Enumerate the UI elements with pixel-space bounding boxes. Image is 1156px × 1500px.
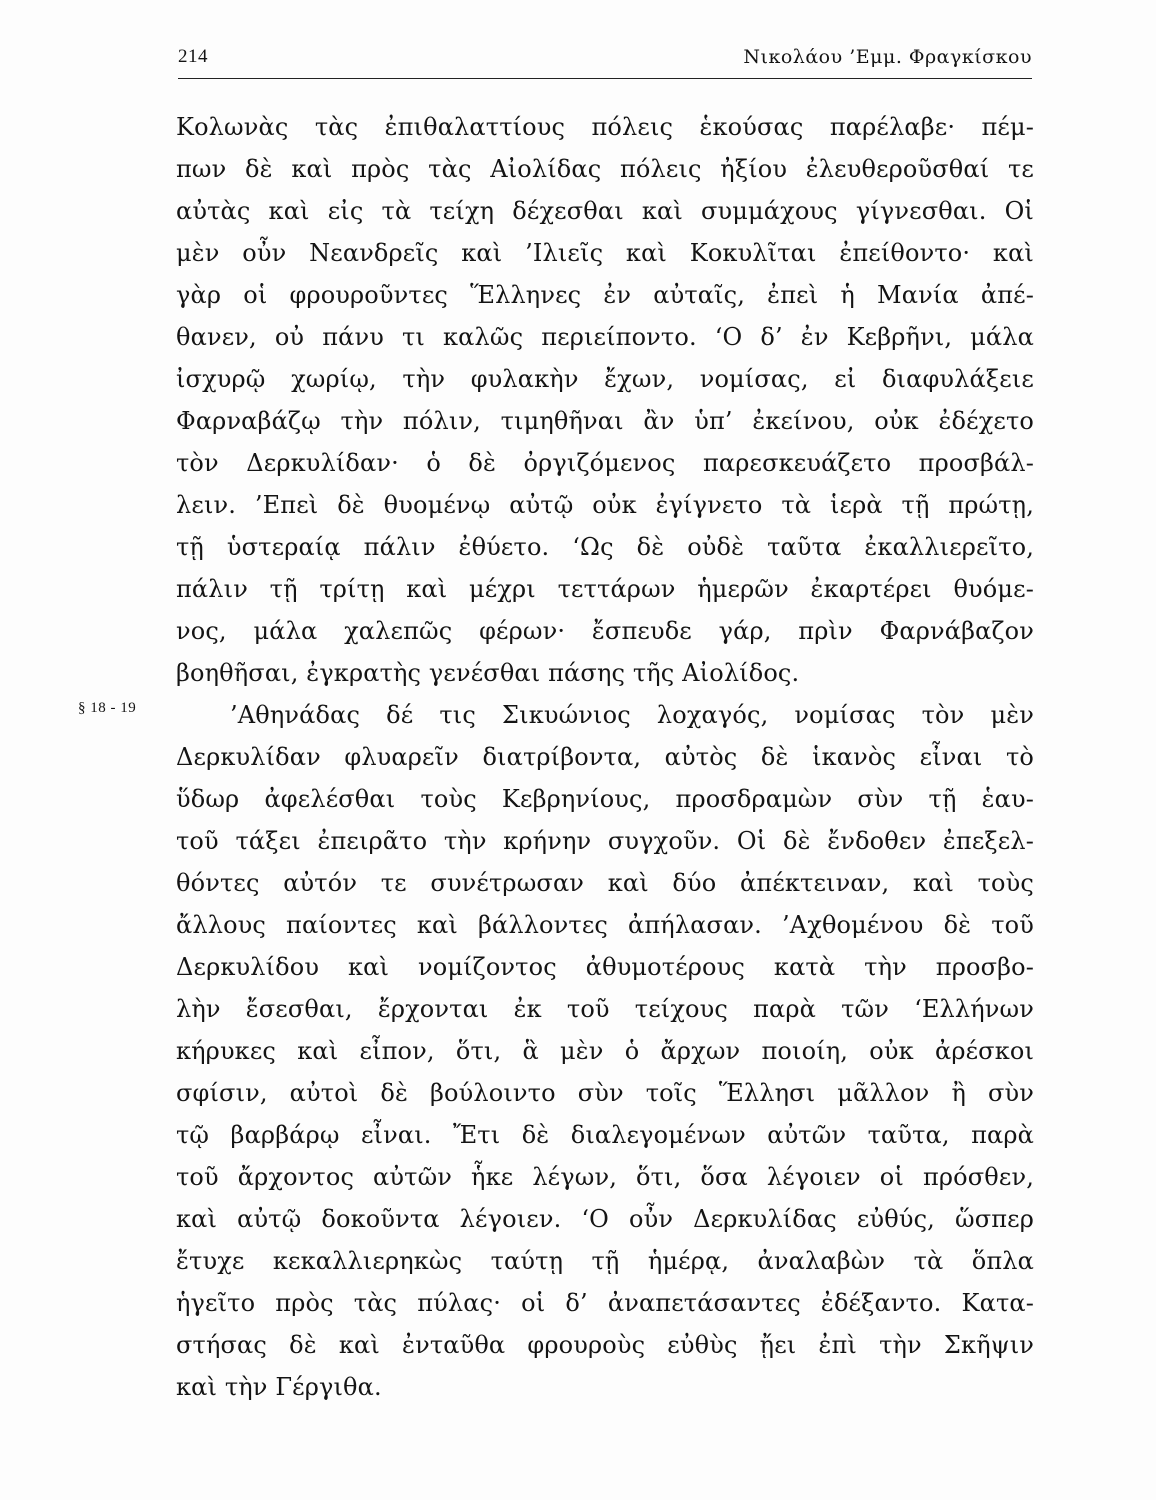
text-line: Δερκυλίδου καὶ νομίζοντος ἀθυμοτέρους κατὰ τὴν προσβο- [176,953,1034,981]
text-line: ’Αθηνάδας δέ τις Σικυώνιος λοχαγός, νομίσας τὸν μὲν [230,701,1034,729]
running-head: Νικολάου ’Εμμ. Φραγκίσκου [743,46,1032,68]
text-line: κήρυκες καὶ εἶπον, ὅτι, ἃ μὲν ὁ ἄρχων ποιοίη, οὐκ ἀρέσκοι [176,1037,1034,1065]
page-header [178,40,1032,80]
text-line: σφίσιν, αὐτοὶ δὲ βούλοιντο σὺν τοῖς Ἕλλησι μᾶλλον ἢ σὺν [176,1079,1034,1107]
text-line: γὰρ οἱ φρουροῦντες Ἕλληνες ἐν αὐταῖς, ἐπεὶ ἡ Μανία ἀπέ- [176,281,1034,309]
text-line: Κολωνὰς τὰς ἐπιθαλαττίους πόλεις ἑκούσας παρέλαβε· πέμ- [176,113,1034,141]
text-line: τῷ βαρβάρῳ εἶναι. Ἔτι δὲ διαλεγομένων αὐτῶν ταῦτα, παρὰ [176,1121,1034,1149]
text-line: καὶ τὴν Γέργιθα. [176,1373,382,1401]
text-line: ἄλλους παίοντες καὶ βάλλοντες ἀπήλασαν. ’Αχθομένου δὲ τοῦ [176,911,1034,939]
text-line: ὕδωρ ἀφελέσθαι τοὺς Κεβρηνίους, προσδραμὼν σὺν τῇ ἑαυ- [176,785,1034,813]
text-line: τὸν Δερκυλίδαν· ὁ δὲ ὀργιζόμενος παρεσκευάζετο προσβάλ- [176,449,1034,477]
text-line: μὲν οὖν Νεανδρεῖς καὶ ’Ιλιεῖς καὶ Κοκυλῖται ἐπείθοντο· καὶ [176,239,1034,267]
text-line: αὐτὰς καὶ εἰς τὰ τείχη δέχεσθαι καὶ συμμάχους γίγνεσθαι. Οἱ [176,197,1034,225]
page-number: 214 [178,46,208,67]
text-line: θανεν, οὐ πάνυ τι καλῶς περιείποντο. ‘Ο δ’ ἐν Κεβρῆνι, μάλα [176,323,1034,351]
text-line: λὴν ἔσεσθαι, ἔρχονται ἐκ τοῦ τείχους παρὰ τῶν ‘Ελλήνων [176,995,1034,1023]
section-marker: § 18 - 19 [78,700,137,716]
text-line: τοῦ ἄρχοντος αὐτῶν ἧκε λέγων, ὅτι, ὅσα λέγοιεν οἱ πρόσθεν, [176,1163,1034,1191]
text-line: νος, μάλα χαλεπῶς φέρων· ἔσπευδε γάρ, πρὶν Φαρνάβαζον [176,617,1034,645]
header-rule [178,78,1032,79]
text-line: τοῦ τάξει ἐπειρᾶτο τὴν κρήνην συγχοῦν. Οἱ δὲ ἔνδοθεν ἐπεξελ- [176,827,1034,855]
text-line: λειν. ’Επεὶ δὲ θυομένῳ αὐτῷ οὐκ ἐγίγνετο τὰ ἱερὰ τῇ πρώτῃ, [176,491,1034,519]
text-line: θόντες αὐτόν τε συνέτρωσαν καὶ δύο ἀπέκτειναν, καὶ τοὺς [176,869,1034,897]
text-line: τῇ ὑστεραίᾳ πάλιν ἐθύετο. ‘Ως δὲ οὐδὲ ταῦτα ἐκαλλιερεῖτο, [176,533,1034,561]
text-line: ἔτυχε κεκαλλιερηκὼς ταύτῃ τῇ ἡμέρᾳ, ἀναλαβὼν τὰ ὅπλα [176,1247,1034,1275]
text-line: πάλιν τῇ τρίτῃ καὶ μέχρι τεττάρων ἡμερῶν ἐκαρτέρει θυόμε- [176,575,1034,603]
text-line: στήσας δὲ καὶ ἐνταῦθα φρουροὺς εὐθὺς ᾔει ἐπὶ τὴν Σκῆψιν [176,1331,1034,1359]
text-line: βοηθῆσαι, ἐγκρατὴς γενέσθαι πάσης τῆς Αἰολίδος. [176,659,800,687]
text-line: πων δὲ καὶ πρὸς τὰς Αἰολίδας πόλεις ἠξίου ἐλευθεροῦσθαί τε [176,155,1034,183]
text-line: ἰσχυρῷ χωρίῳ, τὴν φυλακὴν ἔχων, νομίσας, εἰ διαφυλάξειε [176,365,1034,393]
text-line: Δερκυλίδαν φλυαρεῖν διατρίβοντα, αὐτὸς δὲ ἱκανὸς εἶναι τὸ [176,743,1034,771]
text-line: καὶ αὐτῷ δοκοῦντα λέγοιεν. ‘Ο οὖν Δερκυλίδας εὐθύς, ὥσπερ [176,1205,1034,1233]
text-line: ἡγεῖτο πρὸς τὰς πύλας· οἱ δ’ ἀναπετάσαντες ἐδέξαντο. Κατα- [176,1289,1034,1317]
text-line: Φαρναβάζῳ τὴν πόλιν, τιμηθῆναι ἂν ὑπ’ ἐκείνου, οὐκ ἐδέχετο [176,407,1034,435]
